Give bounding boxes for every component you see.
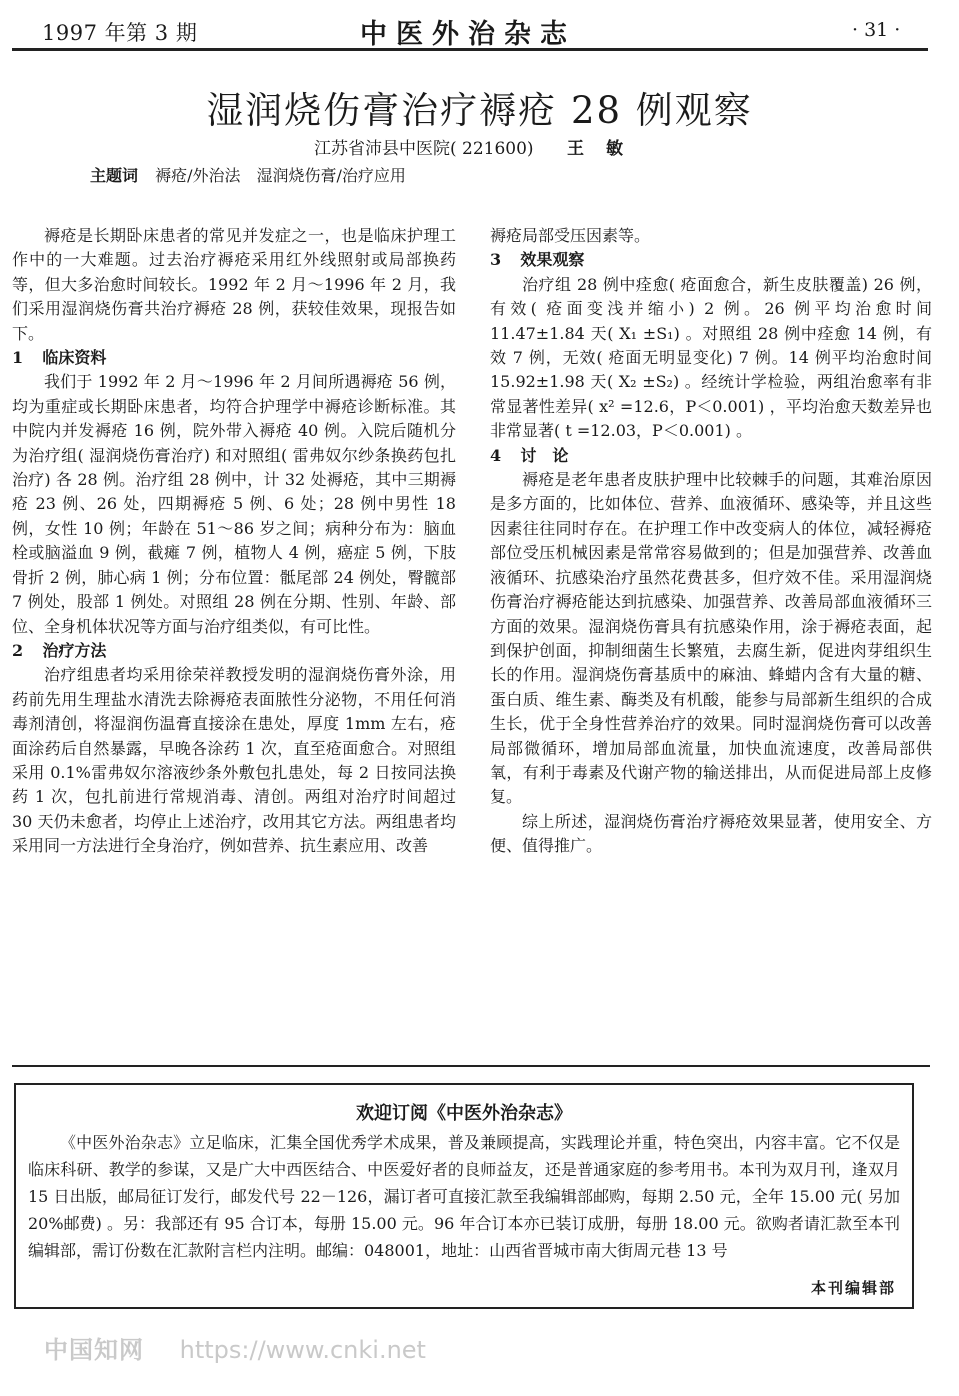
right-column [490,224,932,859]
clinical-data-paragraph: 我们于 1992 年 2 月～1996 年 2 月间所遇褥疮 56 例，均为重症或长期卧床患者，均符合护理学中褥疮诊断标准。其中院内并发褥疮 16 例，院外带入褥疮 40 例。入院后随机分为治疗组( 湿润烧伤膏治疗) 和对照组( 雷弗奴尔纱条换药包扎治疗) 各 28 例。治疗组 28 例中，计 32 处褥疮，其中三期褥疮 23 例、26 处，四期褥疮 5 例、6 处；28 例中男性 18 例，女性 10 例；年龄在 51～86 岁之间；病种分布为：脑血栓或脑溢血 9 例，截瘫 7 例，植物人 4 例，癌症 5 例，下肢骨折 2 例，肺心病 1 例；分布位置：骶尾部 24 例处，臀髋部 7 例处，股部 1 例处。对照组 28 例在分期、性别、年龄、部位、全身机体状况等方面与治疗组类似，有可比性。 [12,372,456,636]
watermark-brand: 中国知网 [44,1336,144,1364]
page-number: · 31 · [852,19,901,41]
notice-body [28,1129,900,1264]
left-column [12,224,456,859]
article-title: 湿润烧伤膏治疗褥疮 28 例观察 [206,89,753,132]
watermark-url: https://www.cnki.net [179,1336,426,1364]
notice-title: 欢迎订阅《中医外治杂志》 [356,1103,572,1124]
section-number: 1 [12,348,24,368]
header-rule [12,48,928,51]
issue-label: 1997 年第 3 期 [42,21,198,45]
section-title: 治疗方法 [42,640,107,660]
section-heading-2 [12,639,456,663]
section-title: 效果观察 [520,250,585,270]
conclusion-paragraph: 综上所述，湿润烧伤膏治疗褥疮效果显著，使用安全、方便、值得推广。 [490,811,932,856]
section-number: 3 [490,250,502,270]
keywords-line [90,163,406,186]
affiliation: 江苏省沛县中医院( 221600) [314,139,534,159]
section-number: 4 [490,445,502,465]
section-heading-4 [490,444,932,468]
notice-text: 《中医外治杂志》立足临床，汇集全国优秀学术成果，普及兼顾提高，实践理论并重，特色突出，内容丰富。它不仅是临床科研、教学的参谋，又是广大中西医结合、中医爱好者的良师益友，还是普通家庭的参考用书。本刊为双月刊，逢双月 15 日出版，邮局征订发行，邮发代号 22－126，漏订者可直接汇款至我编辑部邮购，每期 2.50 元，全年 15.00 元( 另加 20%邮费) 。另：我部还有 95 合订本，每册 15.00 元。96 年合订本亦已装订成册，每册 18.00 元。欲购者请汇款至本刊编辑部，需订份数在汇款附言栏内注明。邮编：048001，地址：山西省晋城市南大街周元巷 13 号 [28,1133,900,1260]
notice-signature: 本刊编辑部 [810,1279,896,1297]
author-line [0,134,959,159]
journal-name: 中医外治杂志 [360,19,576,50]
section-divider [12,1065,930,1067]
treatment-method-continued: 褥疮局部受压因素等。 [490,226,651,245]
results-paragraph: 治疗组 28 例中痊愈( 疮面愈合，新生皮肤覆盖) 26 例，有效( 疮面变浅并缩小) 2 例。26 例平均治愈时间 11.47±1.84 天( X₁ ±S₁) 。对照组 28 例中痊愈 14 例，有效 7 例，无效( 疮面无明显变化) 7 例。14 例平均治愈时间 15.92±1.98 天( X₂ ±S₂) 。经统计学检验，两组治愈率有非常显著性差异( x² =12.6，P＜0.001) ，平均治愈天数差异也非常显著( t =12.03，P＜0.001) 。 [490,274,932,441]
section-title: 临床资料 [42,348,107,368]
treatment-method-paragraph: 治疗组患者均采用徐荣祥教授发明的湿润烧伤膏外涂，用药前先用生理盐水清洗去除褥疮表面脓性分泌物，不用任何消毒剂清创，将湿润伤温膏直接涂在患处，厚度 1mm 左右，疮面涂药后自然暴露，早晚各涂药 1 次，直至疮面愈合。对照组采用 0.1%雷弗奴尔溶液纱条外敷包扎患处，每 2 日按同法换药 1 次，包扎前进行常规消毒、清创。两组对治疗时间超过 30 天仍未愈者，均停止上述治疗，改用其它方法。两组患者均采用同一方法进行全身治疗，例如营养、抗生素应用、改善 [12,665,456,856]
discussion-paragraph: 褥疮是老年患者皮肤护理中比较棘手的问题，其难治原因是多方面的，比如体位、营养、血液循环、感染等，并且这些因素往往同时存在。在护理工作中改变病人的体位，减轻褥疮部位受压机械因素是常常容易做到的；但是加强营养、改善血液循环、抗感染治疗虽然花费甚多，但疗效不佳。采用湿润烧伤膏治疗褥疮能达到抗感染、加强营养、改善局部血液循环三方面的效果。湿润烧伤膏具有抗感染作用，涂于褥疮表面，起到保护创面，抑制细菌生长繁殖，去腐生新，促进肉芽组织生长的作用。湿润烧伤膏基质中的麻油、蜂蜡内含有大量的糖、蛋白质、维生素、酶类及有机酸，能参与局部新生组织的合成生长，优于全身性营养治疗的效果。同时湿润烧伤膏可以改善局部微循环，增加局部血流量，加快血流速度，改善局部供氧，有利于毒素及代谢产物的输送排出，从而促进局部上皮修复。 [490,470,932,807]
keywords-text: 褥疮/外治法 湿润烧伤膏/治疗应用 [155,166,406,185]
section-title: 讨 论 [520,445,569,465]
author-name: 王敏 [566,139,645,159]
section-heading-1 [12,346,456,370]
section-number: 2 [12,640,24,660]
subscription-notice [14,1083,914,1309]
section-heading-3 [490,248,932,272]
keywords-label: 主题词 [90,166,139,185]
watermark [44,1330,426,1365]
intro-paragraph: 褥疮是长期卧床患者的常见并发症之一，也是临床护理工作中的一大难题。过去治疗褥疮采用红外线照射或局部换药等，但大多治愈时间较长。1992 年 2 月～1996 年 2 月，我们采用湿润烧伤膏共治疗褥疮 28 例，获较佳效果，现报告如下。 [12,226,456,343]
